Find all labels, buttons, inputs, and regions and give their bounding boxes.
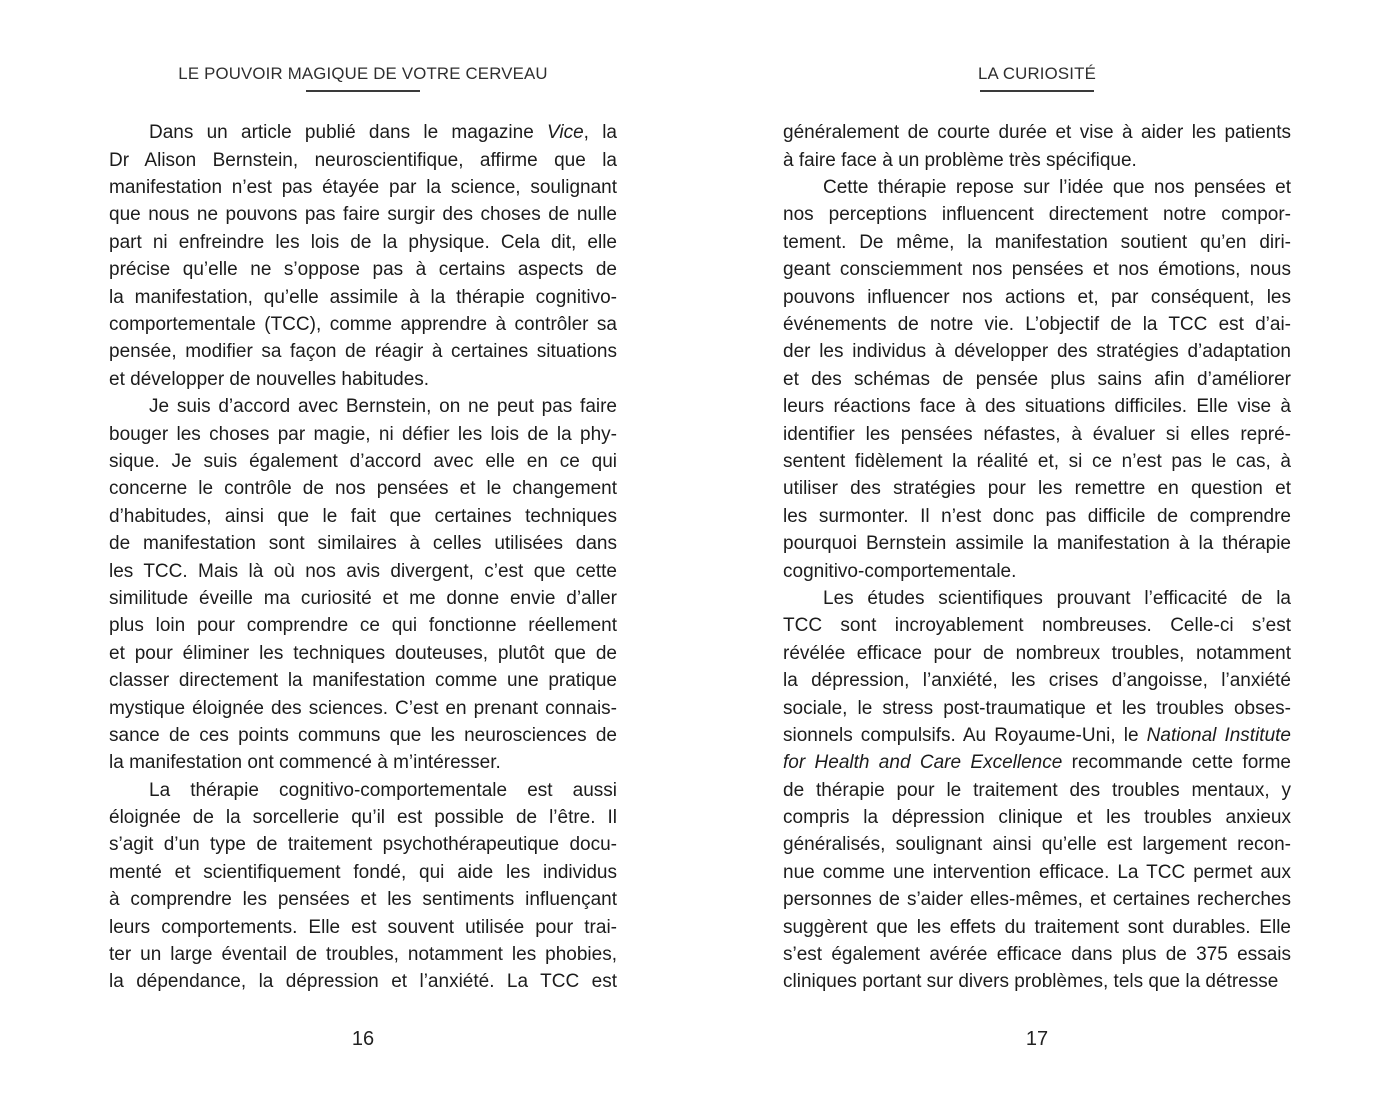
text-line: identifier les pensées néfastes, à évaluer si elles repré-: [783, 423, 1291, 445]
text-line: Je suis d’accord avec Bernstein, on ne peut pas faire: [149, 396, 617, 418]
italic-text: National Institute: [1146, 724, 1291, 746]
text-line: de thérapie pour le traitement des troubles mentaux, y: [783, 779, 1291, 801]
text-line: TCC sont incroyablement nombreuses. Celle-ci s’est: [783, 615, 1291, 637]
text-line: événements de notre vie. L’objectif de la TCC est d’ai-: [783, 314, 1291, 336]
text-line: compris la dépression clinique et les troubles anxieux: [783, 807, 1291, 829]
paragraph: [109, 119, 617, 393]
text-line: à faire face à un problème très spécifique.: [783, 149, 1137, 171]
text-line: [783, 722, 1291, 749]
text-line: manifestation n’est pas étayée par la science, soulignant: [109, 177, 617, 199]
text-line: sique. Je suis également d’accord avec elle en ce qui: [109, 450, 617, 472]
text-line: similitude éveille ma curiosité et me donne envie d’aller: [109, 587, 617, 609]
text-line: la manifestation, qu’elle assimile à la thérapie cognitivo-: [109, 286, 617, 308]
text-line: éloignée de la sorcellerie qu’il est possible de l’être. Il: [109, 807, 617, 829]
text-segment: sionnels compulsifs. Au Royaume-Uni, le: [783, 724, 1147, 746]
text-segment: Dans un article publié dans le magazine: [149, 122, 548, 144]
paragraph: [109, 777, 617, 996]
text-line: part ni enfreindre les lois de la physique. Cela dit, elle: [109, 231, 617, 253]
text-line: cognitivo-comportementale.: [783, 560, 1017, 582]
text-line: personnes de s’aider elles-mêmes, et certaines recherches: [783, 889, 1291, 911]
text-line: der les individus à développer des stratégies d’adaptation: [783, 341, 1291, 363]
text-line: pensée, modifier sa façon de réagir à certaines situations: [109, 341, 617, 363]
italic-text: Vice: [547, 122, 584, 144]
text-line: nue comme une intervention efficace. La TCC permet aux: [783, 861, 1291, 883]
text-line: utiliser des stratégies pour les remettre en question et: [783, 478, 1291, 500]
text-line: [109, 119, 617, 146]
text-line: tement. De même, la manifestation soutient qu’en diri-: [783, 231, 1291, 253]
text-line: geant consciemment nos pensées et nos émotions, nous: [783, 259, 1291, 281]
text-line: s’est également avérée efficace dans plus de 375 essais: [783, 944, 1291, 966]
text-line: classer directement la manifestation comme une pratique: [109, 670, 617, 692]
text-line: Cette thérapie repose sur l’idée que nos pensées et: [823, 177, 1291, 199]
text-line: la dépendance, la dépression et l’anxiété. La TCC est: [109, 971, 617, 993]
left-page: [109, 0, 617, 1115]
text-line: généralement de courte durée et vise à aider les patients: [783, 122, 1291, 144]
running-head-rule: [306, 90, 420, 92]
text-line: Les études scientifiques prouvant l’efficacité de la: [823, 587, 1291, 609]
text-line: menté et scientifiquement fondé, qui aide les individus: [109, 861, 617, 883]
text-line: pourquoi Bernstein assimile la manifestation à la thérapie: [783, 533, 1291, 555]
text-line: cliniques portant sur divers problèmes, tels que la détresse: [783, 971, 1279, 993]
text-line: bouger les choses par magie, ni défier les lois de la phy-: [109, 423, 617, 445]
paragraph: [783, 119, 1291, 174]
text-line: de manifestation sont similaires à celles utilisées dans: [109, 533, 617, 555]
text-line: les surmonter. Il n’est donc pas difficile de comprendre: [783, 505, 1291, 527]
text-line: mystique éloignée des sciences. C’est en prenant connais-: [109, 697, 617, 719]
text-line: Dr Alison Bernstein, neuroscientifique, affirme que la: [109, 149, 617, 171]
text-line: [783, 749, 1291, 776]
text-line: que nous ne pouvons pas faire surgir des choses de nulle: [109, 204, 617, 226]
text-line: leurs comportements. Elle est souvent utilisée pour trai-: [109, 916, 617, 938]
text-line: la dépression, l’anxiété, les crises d’angoisse, l’anxiété: [783, 670, 1291, 692]
text-line: concerne le contrôle de nos pensées et le changement: [109, 478, 617, 500]
right-page: [783, 0, 1291, 1115]
running-head: LE POUVOIR MAGIQUE DE VOTRE CERVEAU: [178, 64, 548, 83]
running-head: LA CURIOSITÉ: [977, 64, 1097, 83]
page-number: 17: [1025, 1028, 1049, 1050]
paragraph: [109, 393, 617, 776]
text-line: généralisés, soulignant ainsi qu’elle est largement recon-: [783, 834, 1291, 856]
text-line: pouvons influencer nos actions et, par conséquent, les: [783, 286, 1291, 308]
text-segment: recommande cette forme: [1062, 752, 1291, 774]
text-line: s’agit d’un type de traitement psychothérapeutique docu-: [109, 834, 617, 856]
text-line: révélée efficace pour de nombreux troubles, notamment: [783, 642, 1291, 664]
body-text: [783, 119, 1291, 996]
text-line: comportementale (TCC), comme apprendre à contrôler sa: [109, 314, 617, 336]
text-line: la manifestation ont commencé à m’intéresser.: [109, 752, 501, 774]
text-line: à comprendre les pensées et les sentiments influençant: [109, 889, 617, 911]
text-line: suggèrent que les effets du traitement sont durables. Elle: [783, 916, 1291, 938]
text-line: et pour éliminer les techniques douteuses, plutôt que de: [109, 642, 617, 664]
text-line: La thérapie cognitivo-comportementale est aussi: [149, 779, 617, 801]
text-line: précise qu’elle ne s’oppose pas à certains aspects de: [109, 259, 617, 281]
text-segment: , la: [583, 122, 617, 144]
text-line: leurs réactions face à des situations difficiles. Elle vise à: [783, 396, 1291, 418]
text-line: nos perceptions influencent directement notre compor-: [783, 204, 1291, 226]
text-line: sociale, le stress post-traumatique et les troubles obses-: [783, 697, 1291, 719]
text-line: les TCC. Mais là où nos avis divergent, c’est que cette: [109, 560, 617, 582]
text-line: sance de ces points communs que les neurosciences de: [109, 724, 617, 746]
text-line: et développer de nouvelles habitudes.: [109, 368, 430, 390]
running-head-rule: [980, 90, 1094, 92]
text-line: sentent fidèlement la réalité et, si ce n’est pas le cas, à: [783, 450, 1291, 472]
paragraph: [783, 174, 1291, 585]
text-line: d’habitudes, ainsi que le fait que certaines techniques: [109, 505, 617, 527]
text-line: et des schémas de pensée plus sains afin d’améliorer: [783, 368, 1291, 390]
page-number: 16: [351, 1028, 375, 1050]
text-line: plus loin pour comprendre ce qui fonctionne réellement: [109, 615, 617, 637]
text-line: ter un large éventail de troubles, notamment les phobies,: [109, 944, 617, 966]
italic-text: for Health and Care Excellence: [783, 752, 1063, 774]
body-text: [109, 119, 617, 996]
paragraph: [783, 585, 1291, 996]
